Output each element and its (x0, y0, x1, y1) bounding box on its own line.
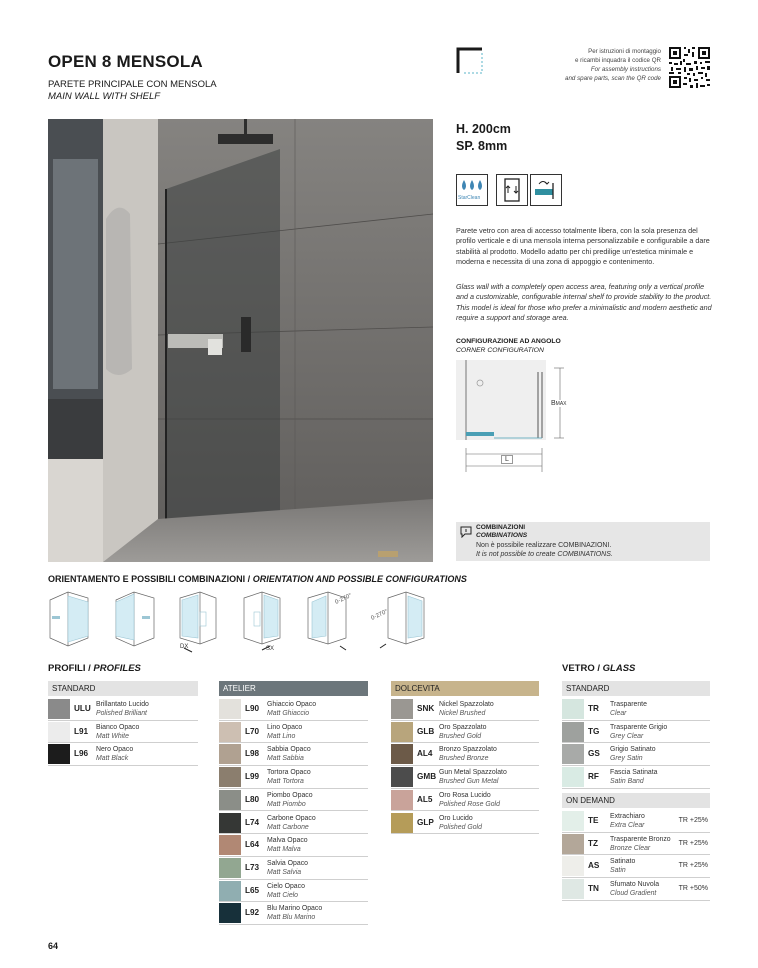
finish-name (267, 768, 311, 786)
finish-code: L99 (245, 772, 260, 782)
price-surcharge: TR +25% (678, 817, 708, 824)
finish-code: GLP (417, 817, 434, 827)
finish-name-en: Clear (610, 710, 627, 717)
finish-name-en: Matt Blu Marino (267, 914, 316, 922)
glass-standard-header: STANDARD (562, 681, 710, 696)
corner-bracket-icon (456, 47, 484, 75)
finish-name (610, 857, 635, 875)
finish-name-en: Extra Clear (610, 822, 645, 829)
reversible-icon (497, 175, 527, 205)
finish-name-it: Sfumato Nuvola (610, 881, 660, 889)
color-swatch (219, 722, 241, 742)
finish-name (267, 791, 313, 809)
color-swatch (48, 722, 70, 742)
list-item (219, 698, 368, 721)
finish-name-it: Nickel Spazzolato (439, 701, 494, 708)
finish-name-en: Matt Tortora (267, 778, 304, 786)
dimension-b-label: BMAX (551, 400, 567, 407)
finish-code: L73 (245, 862, 260, 872)
list-item (562, 810, 710, 833)
info-icon (460, 526, 472, 538)
finish-name-it: Piombo Opaco (267, 791, 313, 799)
finish-name (439, 745, 497, 763)
orientation-5 (308, 592, 353, 650)
finish-code: GMB (417, 772, 437, 782)
finish-name-en: Satin Band (610, 778, 644, 786)
product-photo (48, 119, 433, 562)
finish-name-en: Satin (610, 867, 626, 875)
finish-name-it: Bronzo Spazzolato (439, 746, 497, 754)
color-swatch (391, 699, 413, 719)
finish-name (439, 768, 507, 786)
finish-name-it: Cielo Opaco (267, 882, 305, 890)
orientation-4 (244, 592, 280, 652)
finish-code: AL5 (417, 794, 433, 804)
list-item (562, 766, 710, 789)
finish-name (610, 723, 667, 741)
finish-name (439, 723, 487, 741)
finish-code: SNK (417, 704, 435, 713)
list-item (219, 766, 368, 789)
finish-name-it: Sabbia Opaco (267, 746, 311, 754)
dimension-l-label: L (501, 455, 513, 464)
finish-code: L64 (245, 840, 260, 850)
finish-code: L80 (245, 794, 260, 804)
finish-code: L92 (245, 908, 260, 918)
finish-name (267, 745, 311, 763)
finish-code: GS (588, 749, 600, 759)
finish-name (439, 814, 482, 832)
glass-title: VETRO / GLASS (562, 663, 636, 674)
finish-name (96, 700, 149, 718)
finish-name-it: Brillantato Lucido (96, 701, 149, 708)
finish-name (267, 814, 316, 832)
finish-name (267, 700, 316, 718)
finish-code: RF (588, 772, 599, 782)
finish-code: L98 (245, 749, 260, 759)
finish-name-it: Gun Metal Spazzolato (439, 769, 507, 777)
finish-name-en: Brushed Bronze (439, 755, 489, 763)
finish-name-en: Matt Cielo (267, 891, 299, 899)
finish-name (96, 745, 133, 763)
combinations-text-en: It is not possible to create COMBINATIONS. (476, 551, 613, 558)
finish-name-en: Bronze Clear (610, 844, 651, 852)
price-surcharge: TR +25% (678, 862, 708, 870)
finish-name-it: Lino Opaco (267, 723, 303, 731)
color-swatch (48, 744, 70, 764)
color-swatch (219, 903, 241, 923)
finish-code: TN (588, 884, 599, 894)
list-item (219, 834, 368, 857)
finish-name-en: Brushed Gun Metal (439, 778, 499, 786)
finish-code: AS (588, 861, 600, 871)
color-swatch (219, 744, 241, 764)
finish-name-en: Polished Gold (439, 823, 482, 831)
combinations-title-en: COMBINATIONS (476, 532, 528, 539)
list-item (219, 857, 368, 880)
color-swatch (562, 744, 584, 764)
finish-name-it: Salvia Opaco (267, 859, 308, 867)
finish-name-it: Tortora Opaco (267, 769, 311, 777)
profiles-title: PROFILI / PROFILES (48, 663, 141, 674)
finish-name-it: Nero Opaco (96, 746, 134, 754)
list-item (48, 743, 198, 766)
qr-code[interactable] (668, 46, 711, 89)
finish-code: L96 (74, 749, 89, 759)
angle-label-2: 0-270° (370, 608, 389, 622)
finish-name-en: Matt Sabbia (267, 755, 304, 763)
finish-name-en: Grey Clear (610, 732, 644, 740)
combinations-box (456, 522, 710, 561)
finish-name-en: Polished Brilliant (96, 710, 147, 717)
finish-name (610, 812, 645, 830)
list-item (391, 743, 539, 766)
finish-code: GLB (417, 726, 435, 736)
finish-name-en: Grey Satin (610, 755, 643, 763)
list-item (391, 721, 539, 744)
finish-name-it: Ghiaccio Opaco (267, 701, 317, 708)
dx-label: DX (180, 644, 189, 650)
list-item (391, 789, 539, 812)
list-item (219, 880, 368, 903)
color-swatch (219, 813, 241, 833)
finish-name-it: Trasparente (610, 701, 647, 708)
orientation-1 (50, 592, 88, 646)
sx-label: SX (266, 646, 275, 652)
color-swatch (562, 834, 584, 854)
dolcevita-header: DOLCEVITA (391, 681, 539, 696)
list-item (562, 878, 710, 901)
angle-label-1: 0-270° (334, 592, 353, 606)
list-item (391, 766, 539, 789)
list-item (562, 721, 710, 744)
finish-name (96, 723, 139, 741)
combinations-title-it: COMBINAZIONI (476, 524, 526, 531)
qr-instructions: Per istruzioni di montaggio e ricambi inquadra il codice QR For assembly instructions and spare parts, scan the QR code (565, 48, 661, 82)
color-swatch (562, 856, 584, 876)
finish-name-it: Bianco Opaco (96, 723, 140, 731)
list-item (219, 902, 368, 925)
finish-name (439, 700, 494, 718)
finish-code: TG (588, 726, 600, 736)
finish-name-it: Oro Lucido (439, 814, 473, 822)
finish-code: ULU (74, 704, 91, 713)
finish-name-en: Brushed Gold (439, 732, 482, 740)
orientation-6 (370, 592, 424, 648)
finish-name-en: Polished Rose Gold (439, 800, 500, 808)
list-item (391, 698, 539, 721)
finish-name-it: Extrachiaro (610, 813, 645, 820)
list-item (391, 812, 539, 835)
finish-code: TZ (588, 838, 599, 848)
finish-name-en: Matt White (96, 732, 129, 740)
description-en: Glass wall with a completely open access area, featuring only a vertical profile and a customizable, configurable internal shelf to provide stability to the product. This model is ideal for those who prefer a minimalistic and modern aesthetic and require a support and storage area. (456, 282, 712, 323)
orientation-2 (116, 592, 154, 646)
subtitle-en: MAIN WALL WITH SHELF (48, 91, 161, 102)
spec-height: H. 200cm (456, 122, 511, 136)
orientation-3 (180, 592, 216, 652)
feature-shelf (530, 174, 562, 206)
atelier-header: ATELIER (219, 681, 368, 696)
color-swatch (48, 699, 70, 719)
list-item (562, 833, 710, 856)
finish-name-en: Matt Ghiaccio (267, 710, 310, 717)
finish-name (610, 768, 658, 786)
finish-name (439, 791, 500, 809)
color-swatch (219, 767, 241, 787)
color-swatch (562, 767, 584, 787)
description-it: Parete vetro con area di accesso totalmente libera, con la sola presenza del profilo verticale e di una mensola interna personalizzabile e configurabile a dare stabilità al prodotto. Modello adatto per chi predilige un'estetica minimale e moderna e necessita di una zona di appoggio e contenimento. (456, 226, 710, 267)
shelf-icon (531, 175, 561, 205)
finish-name-it: Grigio Satinato (610, 746, 656, 754)
finish-name-en: Matt Carbone (267, 823, 309, 831)
list-item (48, 698, 198, 721)
finish-name-en: Nickel Brushed (439, 710, 486, 717)
color-swatch (562, 699, 584, 719)
list-item (219, 812, 368, 835)
color-swatch (562, 879, 584, 899)
profiles-standard-header: STANDARD (48, 681, 198, 696)
finish-name-it: Trasparente Bronzo (610, 835, 671, 843)
finish-name (267, 904, 322, 922)
finish-code: AL4 (417, 749, 433, 759)
finish-name-en: Matt Black (96, 755, 129, 763)
combinations-text-it: Non è possibile realizzare COMBINAZIONI. (476, 542, 612, 549)
finish-name-en: Matt Lino (267, 732, 296, 740)
color-swatch (391, 767, 413, 787)
finish-code: L90 (245, 704, 260, 713)
finish-name-it: Malva Opaco (267, 837, 308, 845)
feature-starclean (456, 174, 488, 206)
finish-name (267, 859, 308, 877)
finish-name-en: Matt Salvia (267, 868, 302, 876)
finish-code: L70 (245, 726, 260, 736)
list-item (219, 789, 368, 812)
color-swatch (219, 699, 241, 719)
color-swatch (219, 881, 241, 901)
finish-name (267, 723, 302, 741)
finish-name-it: Trasparente Grigio (610, 723, 668, 731)
list-item (562, 698, 710, 721)
price-surcharge: TR +50% (678, 885, 708, 893)
feature-reversible (496, 174, 528, 206)
finish-name (610, 835, 671, 853)
finish-name-en: Matt Piombo (267, 800, 306, 808)
config-diagram (456, 360, 546, 440)
list-item (562, 855, 710, 878)
finish-name (267, 882, 305, 900)
color-swatch (219, 790, 241, 810)
list-item (562, 743, 710, 766)
orientation-diagrams (40, 588, 430, 656)
color-swatch (391, 722, 413, 742)
finish-code: L74 (245, 817, 260, 827)
finish-name-it: Oro Rosa Lucido (439, 791, 491, 799)
finish-name-it: Carbone Opaco (267, 814, 316, 822)
finish-name-it: Blu Marino Opaco (267, 905, 323, 913)
finish-name-it: Fascia Satinata (610, 769, 658, 777)
price-surcharge: TR +25% (678, 839, 708, 847)
finish-name (610, 700, 647, 718)
color-swatch (391, 744, 413, 764)
list-item (219, 721, 368, 744)
subtitle-it: PARETE PRINCIPALE CON MENSOLA (48, 79, 217, 90)
finish-name (610, 880, 659, 898)
spec-thickness: SP. 8mm (456, 139, 508, 153)
finish-code: L65 (245, 885, 260, 895)
color-swatch (391, 813, 413, 833)
config-title-it: CONFIGURAZIONE AD ANGOLO (456, 338, 561, 345)
glass-ondemand-header: ON DEMAND (562, 793, 710, 808)
orientation-title: ORIENTAMENTO E POSSIBILI COMBINAZIONI / ORIENTATION AND POSSIBLE CONFIGURATIONS (48, 574, 467, 584)
finish-name-it: Oro Spazzolato (439, 723, 487, 731)
finish-name-en: Matt Malva (267, 846, 301, 854)
color-swatch (562, 722, 584, 742)
page-title: OPEN 8 MENSOLA (48, 52, 203, 71)
finish-code: TE (588, 816, 599, 825)
color-swatch (562, 811, 584, 831)
finish-name (267, 836, 308, 854)
finish-name-en: Cloud Gradient (610, 890, 657, 898)
finish-code: TR (588, 704, 599, 713)
finish-code: L91 (74, 726, 89, 736)
page-number: 64 (48, 941, 59, 951)
color-swatch (219, 835, 241, 855)
color-swatch (391, 790, 413, 810)
finish-name-it: Satinato (610, 858, 636, 866)
config-title-en: CORNER CONFIGURATION (456, 347, 544, 354)
list-item (48, 721, 198, 744)
list-item (219, 743, 368, 766)
starclean-label: StarClean (458, 195, 481, 201)
color-swatch (219, 858, 241, 878)
finish-name (610, 745, 656, 763)
